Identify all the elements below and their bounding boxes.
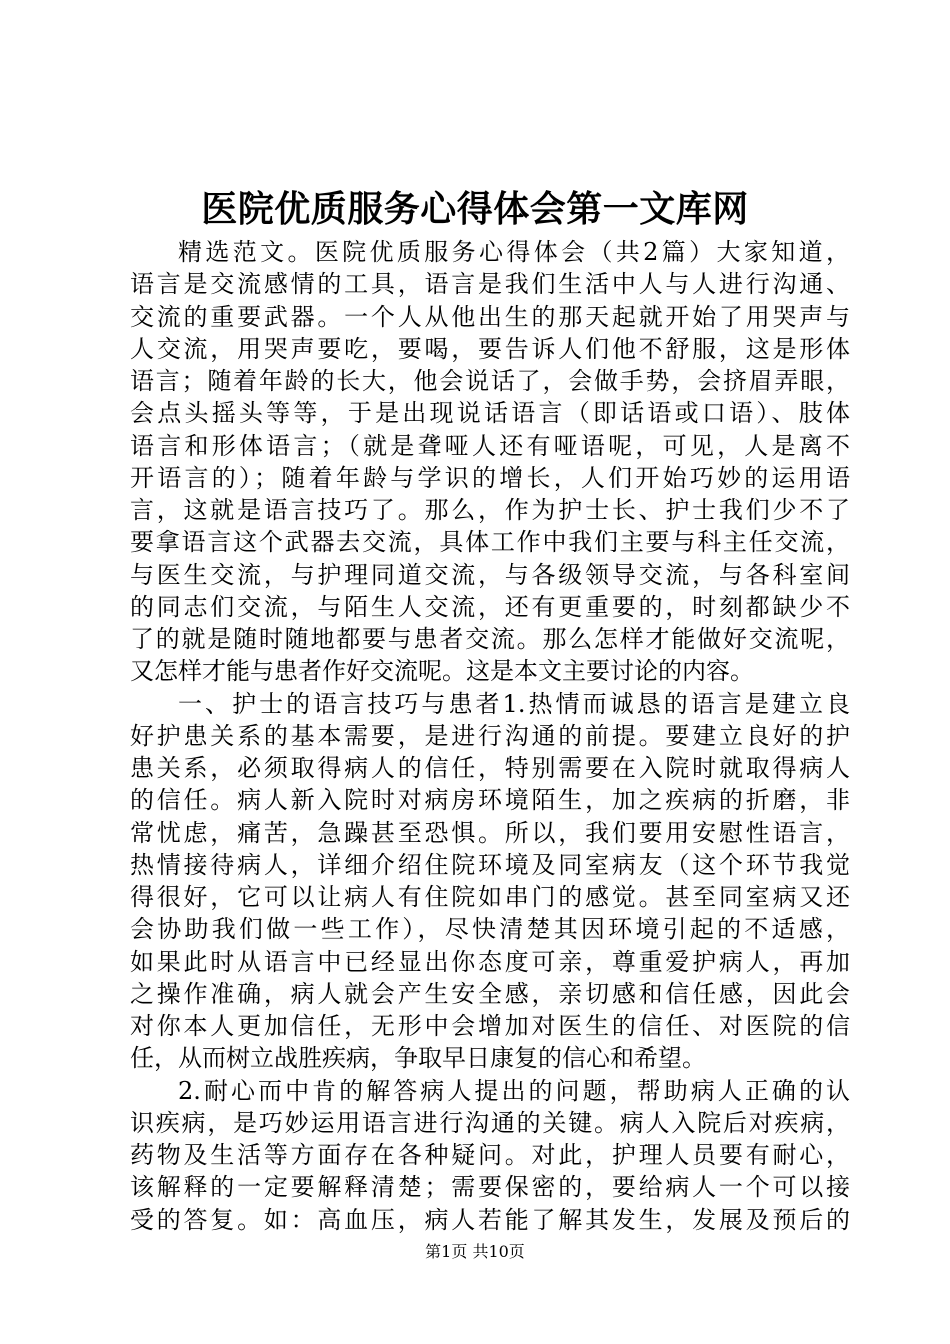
text-line: 人交流，用哭声要吃，要喝，要告诉人们他不舒服，这是形体 (130, 334, 850, 363)
text-line: 又怎样才能与患者作好交流呢。这是本文主要讨论的内容。 (130, 657, 754, 686)
text-line: 的信任。病人新入院时对病房环境陌生，加之疾病的折磨，非 (130, 786, 850, 815)
text-line: 交流的重要武器。一个人从他出生的那天起就开始了用哭声与 (130, 302, 850, 331)
text-line: 语言；随着年龄的长大，他会说话了，会做手势，会挤眉弄眼， (130, 367, 850, 395)
text-line: 常忧虑，痛苦，急躁甚至恐惧。所以，我们要用安慰性语言， (130, 818, 850, 847)
text-line: 对你本人更加信任，无形中会增加对医生的信任、对医院的信 (130, 1012, 850, 1040)
text-line: 语言和形体语言；（就是聋哑人还有哑语呢，可见，人是离不 (130, 431, 850, 460)
text-line: 如果此时从语言中已经显出你态度可亲，尊重爱护病人，再加 (130, 947, 850, 976)
text-line: 热情接待病人，详细介绍住院环境及同室病友（这个环节我觉 (130, 850, 850, 879)
text-line: 受的答复。如：高血压，病人若能了解其发生，发展及预后的 (130, 1205, 850, 1234)
text-line: 一、护士的语言技巧与患者1.热情而诚恳的语言是建立良 (178, 689, 850, 718)
text-line: 的同志们交流，与陌生人交流，还有更重要的，时刻都缺少不 (130, 592, 850, 621)
text-line: 好护患关系的基本需要，是进行沟通的前提。要建立良好的护 (130, 721, 850, 750)
text-line: 了的就是随时随地都要与患者交流。那么怎样才能做好交流呢， (130, 625, 850, 653)
text-line: 之操作准确，病人就会产生安全感，亲切感和信任感，因此会 (130, 979, 850, 1008)
text-line: 该解释的一定要解释清楚；需要保密的，要给病人一个可以接 (130, 1173, 850, 1202)
text-line: 开语言的）；随着年龄与学识的增长，人们开始巧妙的运用语 (130, 463, 850, 492)
text-line: 任，从而树立战胜疾病，争取早日康复的信心和希望。 (130, 1044, 706, 1073)
text-line: 得很好，它可以让病人有住院如串门的感觉。甚至同室病又还 (130, 883, 850, 911)
text-line: 要拿语言这个武器去交流，具体工作中我们主要与科主任交流， (130, 528, 850, 557)
text-line: 与医生交流，与护理同道交流，与各级领导交流，与各科室间 (130, 560, 850, 589)
text-line: 精选范文。医院优质服务心得体会（共2篇）大家知道， (178, 238, 850, 266)
text-line: 会点头摇头等等，于是出现说话语言（即话语或口语）、肢体 (130, 399, 850, 428)
text-line: 会协助我们做一些工作），尽快清楚其因环境引起的不适感， (130, 915, 850, 944)
text-line: 患关系，必须取得病人的信任，特别需要在入院时就取得病人 (130, 754, 850, 782)
text-line: 识疾病，是巧妙运用语言进行沟通的关键。病人入院后对疾病， (130, 1108, 850, 1137)
document-body (130, 236, 850, 1236)
text-line: 言，这就是语言技巧了。那么，作为护士长、护士我们少不了 (130, 496, 850, 524)
text-line: 语言是交流感情的工具，语言是我们生活中人与人进行沟通、 (130, 270, 850, 299)
page-title: 医院优质服务心得体会第一文库网 (201, 188, 749, 230)
page-number-footer: 第1页 共10页 (425, 1242, 525, 1261)
text-line: 药物及生活等方面存在各种疑问。对此，护理人员要有耐心， (130, 1141, 850, 1169)
text-line: 2.耐心而中肯的解答病人提出的问题，帮助病人正确的认 (178, 1076, 850, 1105)
